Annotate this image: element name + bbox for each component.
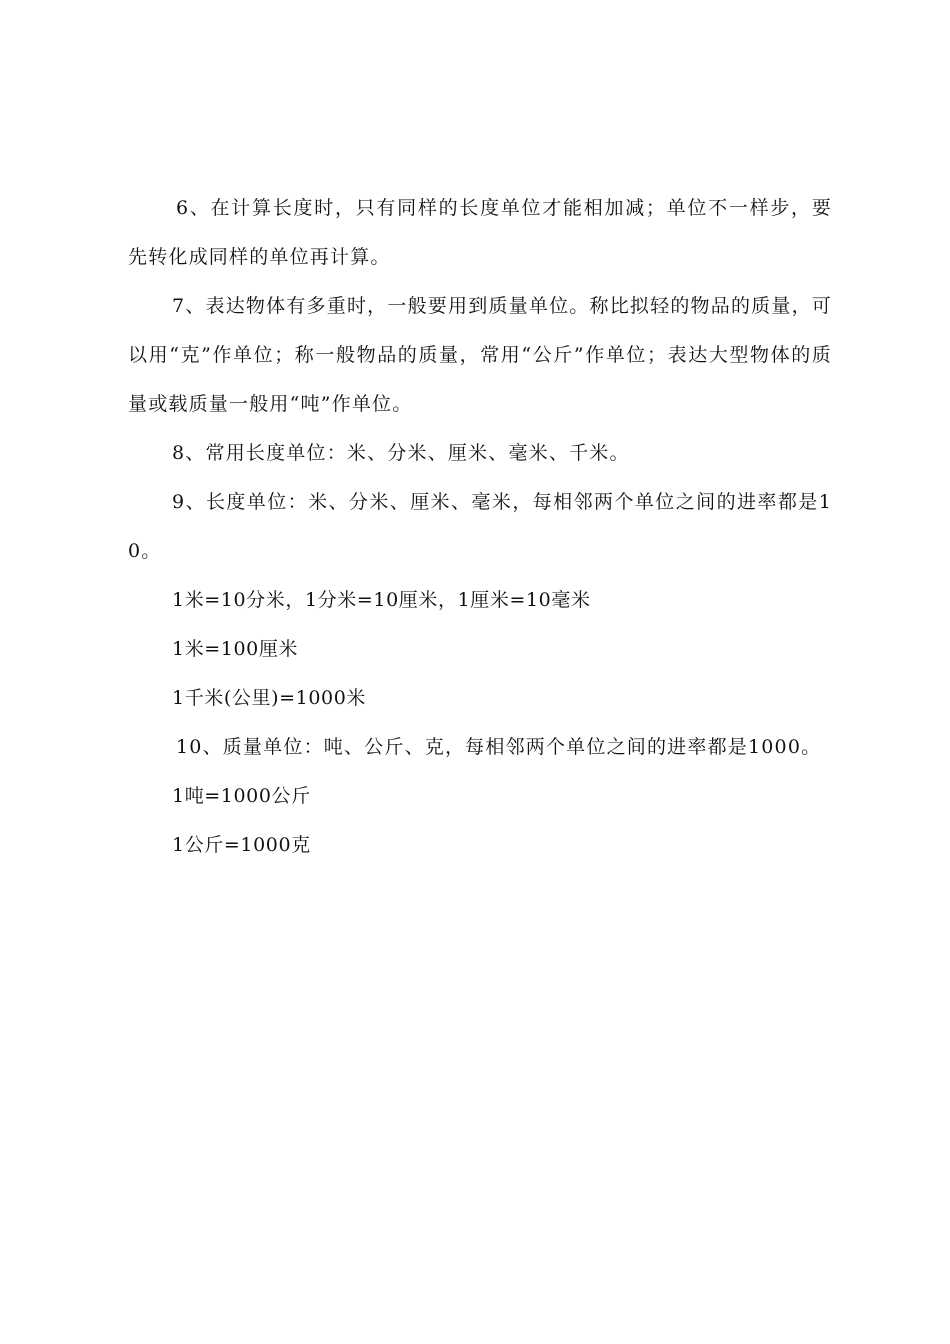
paragraph-8: 8、常用长度单位：米、分米、厘米、毫米、千米。 [172, 442, 630, 464]
length-conversion-line: 1米=100厘米 [172, 638, 299, 660]
paragraph-6: 6、在计算长度时，只有同样的长度单位才能相加减；单位不一样步，要先转化成同样的单位再计算。 [128, 197, 832, 268]
paragraph-7: 7、表达物体有多重时，一般要用到质量单位。称比拟轻的物品的质量，可以用“克”作单位；称一般物品的质量，常用“公斤”作单位；表达大型物体的质量或载质量一般用“吨”作单位。 [128, 295, 832, 415]
paragraph-10: 10、质量单位：吨、公斤、克，每相邻两个单位之间的进率都是1000。 [176, 736, 822, 758]
document-body [128, 184, 832, 870]
length-conversion-line: 1千米(公里)=1000米 [172, 687, 366, 709]
mass-conversion-line: 1吨=1000公斤 [172, 785, 311, 807]
length-conversion-line: 1米=10分米，1分米=10厘米，1厘米=10毫米 [172, 589, 591, 611]
paragraph-9: 9、长度单位：米、分米、厘米、毫米，每相邻两个单位之间的进率都是10。 [128, 491, 832, 562]
mass-conversion-line: 1公斤=1000克 [172, 834, 311, 856]
